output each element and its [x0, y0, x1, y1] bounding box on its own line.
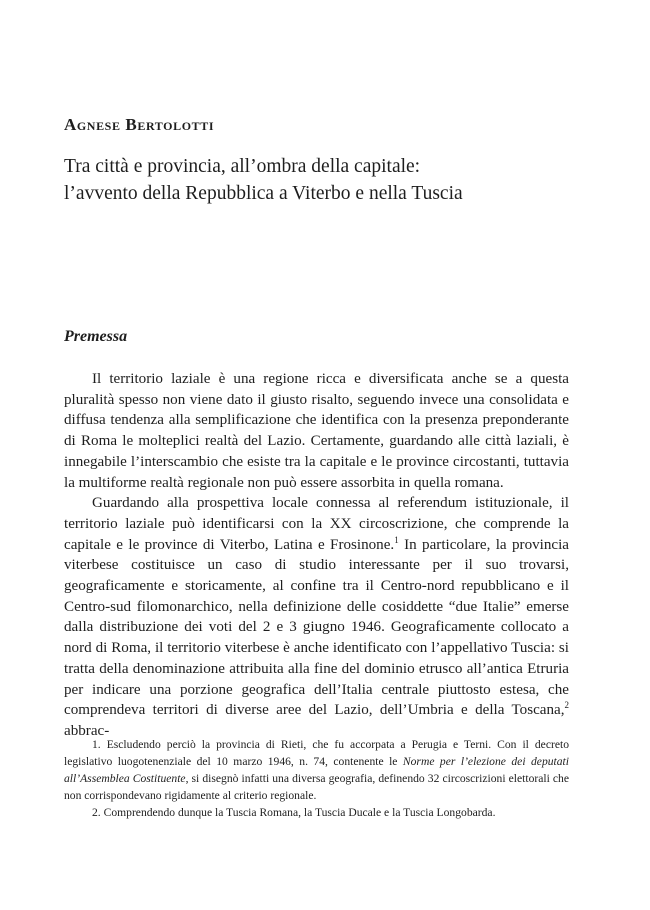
footnote-1-part-b: , si disegnò infatti una diversa geografia, definendo 32 circoscrizioni elettorali che non corrispondevano rigidamente al criterio regionale. — [64, 772, 569, 802]
author-name: Agnese Bertolotti — [64, 115, 215, 134]
footnote-1 — [64, 736, 569, 804]
chapter-title-line-2: l’avvento della Repubblica a Viterbo e nella Tuscia — [64, 183, 463, 204]
footnote-ref-1: 1 — [394, 534, 399, 545]
chapter-title-line-1: Tra città e provincia, all’ombra della capitale: — [64, 156, 421, 177]
paragraph-1: Il territorio laziale è una regione ricca e diversificata anche se a questa pluralità spesso non viene dato il giusto risalto, seguendo invece una consolidata e diffusa tendenza alla semplificazione che identifica con la presenza preponderante di Roma le molteplici realtà del Lazio. Certamente, guardando alle città laziali, è innegabile l’interscambio che esiste tra la capitale e le province circostanti, tuttavia la multiforme realtà regionale non può essere assorbita in quella romana. — [64, 371, 569, 491]
paragraph-2 — [64, 493, 569, 741]
section-heading: Premessa — [64, 328, 128, 345]
footnotes — [64, 736, 569, 821]
footnote-1-part-a: 1. Escludendo perciò la provincia di Rieti, che fu accorpata a Perugia e Terni. Con il decreto legislativo luogotenenziale del 10 marzo 1946, n. 74, contenente le — [64, 738, 569, 768]
chapter-title — [64, 153, 604, 207]
paragraph-2-part-a: Guardando alla prospettiva locale connessa al referendum istituzionale, il territorio laziale può identificarsi con la XX circoscrizione, che comprende la capitale e le province di Viterbo, Latina e Frosinone. — [64, 495, 569, 553]
paragraph-2-part-b: In particolare, la provincia viterbese costituisce un caso di studio interessante per il suo trovarsi, geograficamente e storicamente, al confine tra il Centro-nord repubblicano e il Centro-sud filomonarchico, nella definizione delle cosiddette “due Italie” emerse dalla distribuzione dei voti del 2 e 3 giugno 1946. Geograficamente collocato a nord di Roma, il territorio viterbese è anche identificato con l’appellativo Tuscia: si tratta della denominazione attribuita alla fine del dominio etrusco all’antica Etruria per indicare una porzione geografica dell’Italia centrale piuttosto estesa, che comprendeva territori di diverse aree del Lazio, dell’Umbria e della Toscana, — [64, 536, 570, 719]
body-text — [64, 369, 569, 742]
footnote-ref-2: 2 — [564, 700, 569, 711]
paragraph-2-part-c: abbrac- — [64, 722, 110, 739]
footnote-1-italic-title: Norme per l’elezione dei deputati all’Assemblea Costituente — [64, 755, 569, 785]
footnote-2: 2. Comprendendo dunque la Tuscia Romana, la Tuscia Ducale e la Tuscia Longobarda. — [92, 806, 496, 819]
